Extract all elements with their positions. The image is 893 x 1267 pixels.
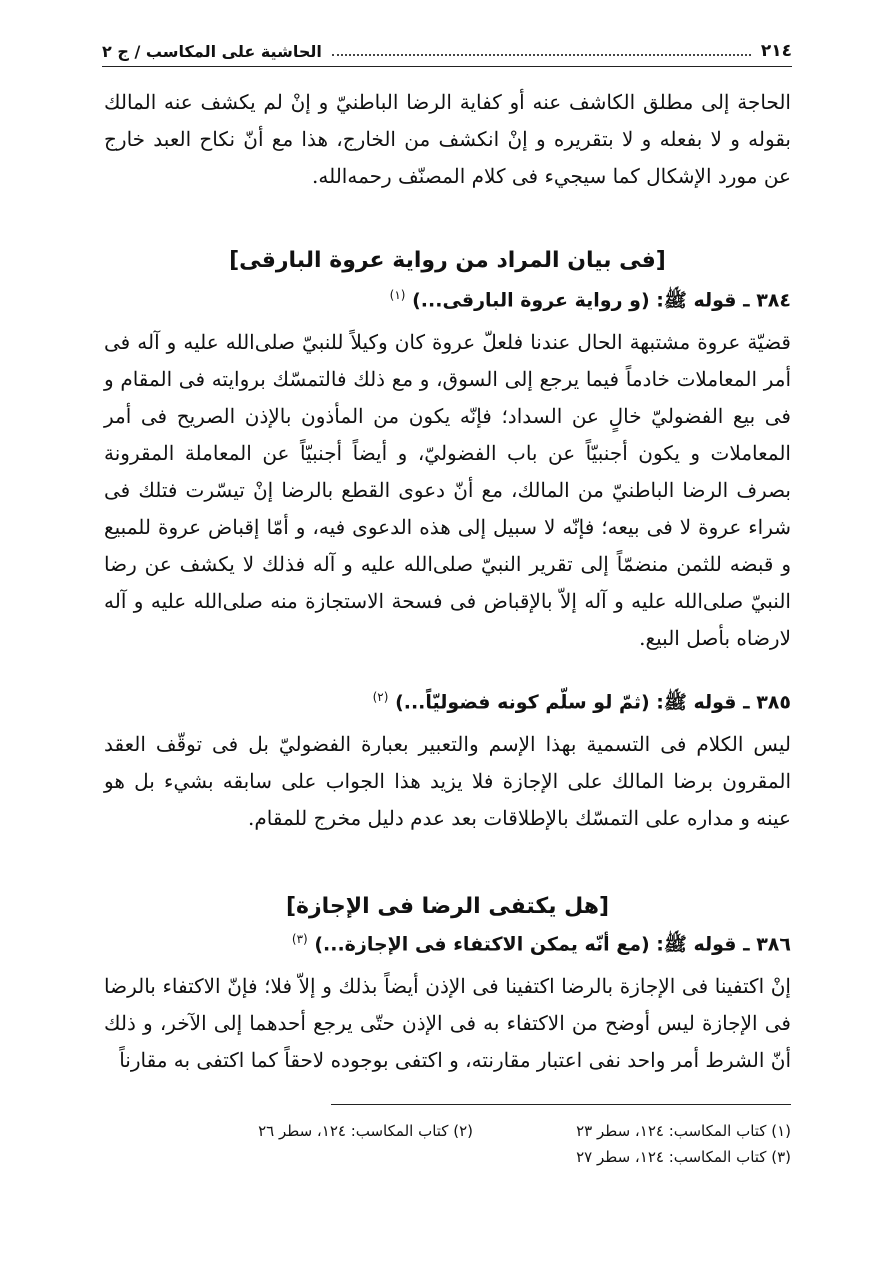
entry-385-heading: ٣٨٥ ـ قوله ﷺ: (ثمّ لو سلّم كونه فضوليّاً...) $^{(٢)}$ <box>372 690 791 714</box>
entry-label: قوله ﷺ: (و رواية عروة البارقى...) <box>412 289 737 312</box>
footnote-2: (٢) كتاب المكاسب: ١٢٤، سطر ٢٦ <box>258 1122 473 1140</box>
footnote-divider <box>331 1104 791 1105</box>
entry-384-heading: ٣٨٤ ـ قوله ﷺ: (و رواية عروة البارقى...) $^{(١)}$ <box>389 288 791 312</box>
entry-number: ٣٨٥ <box>756 691 791 714</box>
section-heading-barqi: [فى بيان المراد من رواية عروة البارقى] <box>229 248 666 273</box>
footnote-ref: (٢) <box>372 690 389 704</box>
page-header <box>102 36 792 67</box>
entry-number: ٣٨٤ <box>756 289 791 312</box>
header-leader-dots <box>332 54 751 56</box>
footnote-3: (٣) كتاب المكاسب: ١٢٤، سطر ٢٧ <box>576 1148 791 1166</box>
entry-label: قوله ﷺ: (ثمّ لو سلّم كونه فضوليّاً...) <box>395 691 737 714</box>
footnote-1: (١) كتاب المكاسب: ١٢٤، سطر ٢٣ <box>576 1122 791 1140</box>
entry-386-heading: ٣٨٦ ـ قوله ﷺ: (مع أنّه يمكن الاكتفاء فى الإجازة...) $^{(٣)}$ <box>291 932 791 956</box>
footnote-ref: (٣) <box>291 932 308 946</box>
intro-paragraph: الحاجة إلى مطلق الكاشف عنه أو كفاية الرضا الباطنيّ و إنْ لم يكشف عنه المالك بقوله و لا بفعله و لا بتقريره و إنْ انكشف من الخارج، هذا مع أنّ نكاح العبد خارج عن مورد الإشكال كما سيجيء فى كلام المصنّف رحمه‌الله. <box>104 90 792 188</box>
footnote-ref: (١) <box>389 288 406 302</box>
entry-386-paragraph: إنْ اكتفينا فى الإجازة بالرضا اكتفينا فى الإذن أيضاً بذلك و إلاّ فلا؛ فإنّ الاكتفاء بالرضا فى الإجازة ليس أوضح من الاكتفاء به فى الإذن حتّى يرجع أحدهما إلى الآخر، و ذلك أنّ الشرط أمر واحد نفى اعتبار مقارنته، و اكتفى بوجوده لاحقاً كما اكتفى به مقارناً <box>104 974 791 1072</box>
section-heading-ijaza: [هل يكتفى الرضا فى الإجازة] <box>285 894 610 919</box>
running-title: الحاشية على المكاسب / ج ٢ <box>102 41 322 61</box>
entry-number: ٣٨٦ <box>756 933 791 956</box>
entry-label: قوله ﷺ: (مع أنّه يمكن الاكتفاء فى الإجازة...) <box>314 933 737 956</box>
entry-384-paragraph: قضيّة عروة مشتبهة الحال عندنا فلعلّ عروة كان وكيلاً للنبيّ صلى‌الله عليه و آله فى أمر المعاملات خادماً فيما يرجع إلى السوق، و مع ذلك فالتمسّك بروايته فى المقام و فى بيع الفضوليّ خالٍ عن السداد؛ فإنّه يكون من المأذون بالإذن الصريح فى أمر المعاملات و يكون أجنبيّاً عن باب الفضوليّ، و أيضاً أجنبيّاً عن المعاملة المقرونة بصرف الرضا الباطنيّ من المالك، مع أنّ دعوى القطع بالرضا إنْ تيسّرت فتلك فى شراء عروة لا فى بيعه؛ فإنّه لا سبيل إلى هذه الدعوى فيه، و أمّا إقباض عروة للمبيع و قبضه للثمن منضمّاً إلى تقرير النبيّ صلى‌الله عليه و آله فذلك لا يكشف عن رضا النبيّ صلى‌الله عليه و آله إلاّ بالإقباض فى فسحة الاستجازة منه صلى‌الله عليه و آله لارضاه بأصل البيع. <box>104 330 791 650</box>
page-number: ٢١٤ <box>760 41 792 61</box>
entry-385-paragraph: ليس الكلام فى التسمية بهذا الإسم والتعبير بعبارة الفضوليّ بل فى توقّف العقد المقرون برضا المالك على الإجازة فلا يزيد هذا الجواب على سابقه بشيء بل هو عينه و مداره على التمسّك بالإطلاقات بعد عدم دليل مخرج للمقام. <box>104 732 791 830</box>
